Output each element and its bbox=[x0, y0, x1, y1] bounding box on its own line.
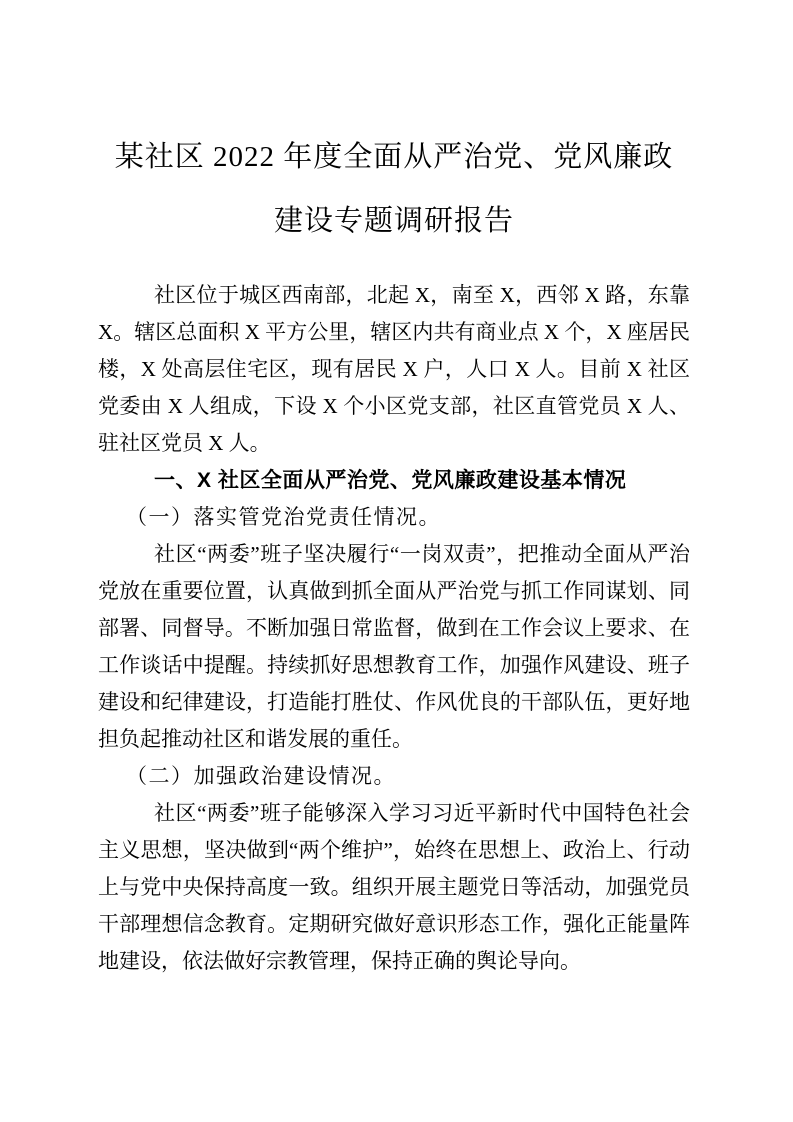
document-title-line-1: 某社区 2022 年度全面从严治党、党风廉政 bbox=[114, 141, 674, 173]
intro-paragraph: 社区位于城区西南部，北起 X，南至 X，西邻 X 路，东靠 X。辖区总面积 X 平方公里，辖区内共有商业点 X 个，X 座居民楼，X 处高层住宅区，现有居民 X 户，人口 X 人。目前 X 社区党委由 X 人组成，下设 X 个小区党支部，社区直管党员 X 人、驻社区党员 X 人。 bbox=[98, 283, 690, 455]
subsection-paragraph-1-2: 社区“两委”班子能够深入学习习近平新时代中国特色社会主义思想，坚决做到“两个维护”，始终在思想上、政治上、行动上与党中央保持高度一致。组织开展主题党日等活动，加强党员干部理想信念教育。定期研究做好意识形态工作，强化正能量阵地建设，依法做好宗教管理，保持正确的舆论导向。 bbox=[98, 801, 690, 973]
subsection-heading-1-2: （二）加强政治建设情况。 bbox=[126, 764, 396, 788]
document-title bbox=[98, 125, 690, 253]
document-title-line-2: 建设专题调研报告 bbox=[273, 205, 514, 237]
subsection-heading-1-1: （一）落实管党治党责任情况。 bbox=[126, 505, 441, 529]
section-heading-1: 一、X 社区全面从严治党、党风廉政建设基本情况 bbox=[154, 469, 627, 492]
subsection-paragraph-1-1: 社区“两委”班子坚决履行“一岗双责”，把推动全面从严治党放在重要位置，认真做到抓全面从严治党与抓工作同谋划、同部署、同督导。不断加强日常监督，做到在工作会议上要求、在工作谈话中提醒。持续抓好思想教育工作，加强作风建设、班子建设和纪律建设，打造能打胜仗、作风优良的干部队伍，更好地担负起推动社区和谐发展的重任。 bbox=[98, 542, 690, 751]
